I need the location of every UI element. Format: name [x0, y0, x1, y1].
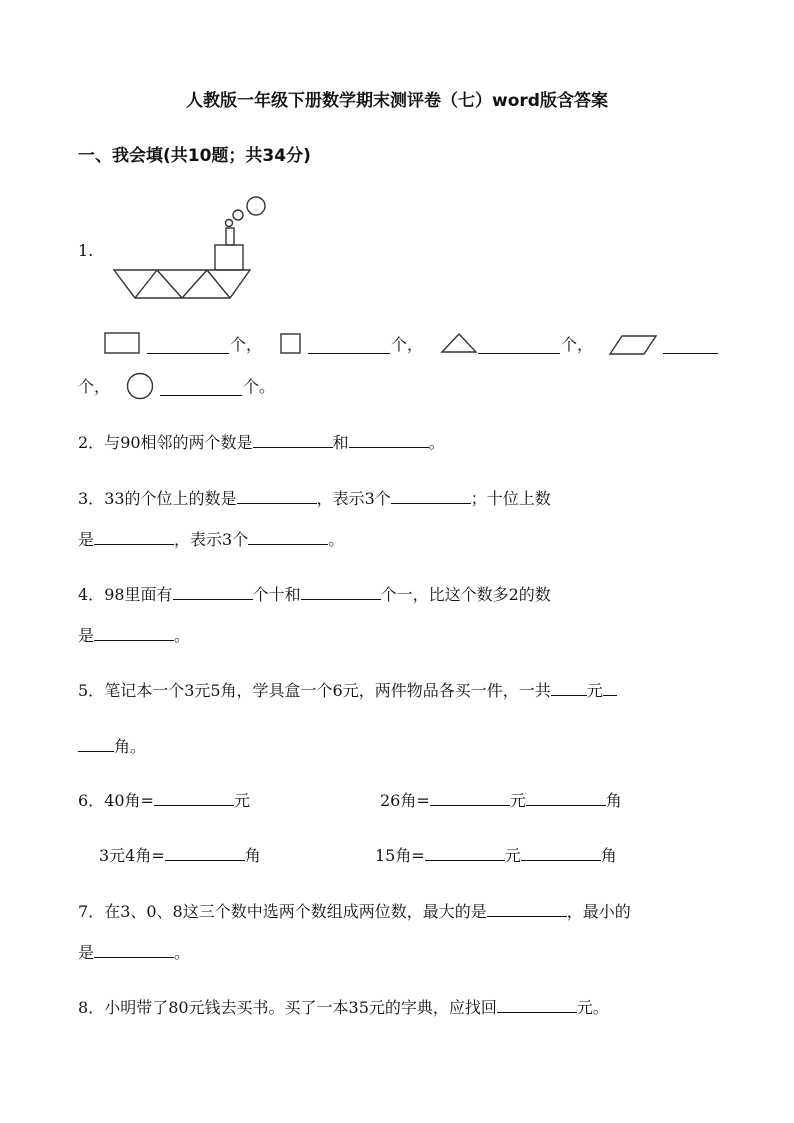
question-text: 小明带了80元钱去买书。买了一本35元的字典，应找回: [104, 998, 497, 1017]
question-6-a: [78, 789, 250, 812]
answer-blank[interactable]: [78, 735, 114, 752]
question-text: 40角=: [104, 791, 154, 810]
question-number: 8．: [78, 998, 105, 1017]
question-8: [78, 996, 609, 1019]
document-title: 人教版一年级下册数学期末测评卷（七）word版含答案: [186, 91, 608, 111]
question-number: 3．: [78, 489, 105, 508]
answer-blank[interactable]: [430, 789, 510, 806]
question-text: 15角=: [375, 846, 425, 865]
rectangle-icon: [104, 332, 140, 354]
unit-text: 个，: [391, 335, 424, 354]
question-text: 元: [504, 846, 521, 865]
question-text: 3元4角=: [99, 846, 165, 865]
circle-icon: [126, 372, 156, 402]
answer-blank[interactable]: [497, 996, 577, 1013]
question-text: 角: [244, 846, 261, 865]
question-number: 7．: [78, 902, 105, 921]
question-text: ；十位上数: [470, 489, 551, 508]
blank[interactable]: [147, 337, 229, 354]
answer-blank[interactable]: [487, 900, 567, 917]
question-text: 笔记本一个3元5角，学具盒一个6元，两件物品各买一件，一共: [104, 681, 551, 700]
square-icon: [280, 333, 302, 355]
question-text: 元。: [576, 998, 609, 1017]
question-number: 4．: [78, 585, 105, 604]
answer-blank[interactable]: [521, 844, 601, 861]
question-text: 是: [78, 626, 95, 645]
question-number: 6．: [78, 791, 105, 810]
question-text: 26角=: [380, 791, 430, 810]
question-text: 。: [174, 943, 191, 962]
question-1-number: 1.: [78, 241, 94, 260]
question-text: 。: [174, 626, 191, 645]
question-6-b: [380, 789, 622, 812]
blank[interactable]: [160, 379, 242, 396]
answer-blank[interactable]: [349, 431, 429, 448]
question-text: 元: [233, 791, 250, 810]
answer-blank[interactable]: [301, 583, 381, 600]
question-text: 是: [78, 943, 95, 962]
answer-blank[interactable]: [94, 941, 174, 958]
question-7-line-2: [78, 941, 190, 964]
question-text: 98里面有: [104, 585, 173, 604]
question-4-line-1: [78, 583, 551, 606]
blank[interactable]: [308, 337, 390, 354]
answer-blank[interactable]: [526, 789, 606, 806]
question-3-line-2: [78, 528, 344, 551]
question-text: 33的个位上的数是: [104, 489, 237, 508]
question-text: ，表示3个: [316, 489, 391, 508]
question-text: 角。: [114, 737, 147, 756]
answer-blank[interactable]: [391, 487, 471, 504]
question-text: 元: [586, 681, 603, 700]
question-5-line-2: [78, 735, 146, 758]
blank[interactable]: [663, 337, 718, 354]
answer-blank[interactable]: [253, 431, 333, 448]
question-3-line-1: [78, 487, 551, 510]
question-text: 与90相邻的两个数是: [104, 433, 253, 452]
question-text: 角: [605, 791, 622, 810]
answer-blank[interactable]: [154, 789, 234, 806]
question-6-d: [375, 844, 617, 867]
question-text: 是: [78, 530, 95, 549]
question-text: 。: [428, 433, 445, 452]
answer-blank[interactable]: [173, 583, 253, 600]
question-number: 5．: [78, 681, 105, 700]
answer-blank[interactable]: [94, 624, 174, 641]
answer-blank[interactable]: [603, 679, 617, 696]
question-7-line-1: [78, 900, 631, 923]
question-number: 2．: [78, 433, 105, 452]
answer-blank[interactable]: [165, 844, 245, 861]
question-text: 个一，比这个数多2的数: [380, 585, 551, 604]
question-text: ，最小的: [566, 902, 631, 921]
question-text: 元: [509, 791, 526, 810]
unit-text: 个，: [230, 335, 263, 354]
question-text: 角: [600, 846, 617, 865]
question-4-line-2: [78, 624, 190, 647]
blank[interactable]: [478, 337, 560, 354]
question-2: [78, 431, 445, 454]
answer-blank[interactable]: [237, 487, 317, 504]
answer-blank[interactable]: [248, 528, 328, 545]
ship-figure: [110, 195, 270, 305]
question-text: 和: [332, 433, 349, 452]
question-text: 。: [328, 530, 345, 549]
question-6-c: [99, 844, 261, 867]
question-text: 个十和: [252, 585, 301, 604]
parallelogram-icon: [610, 334, 658, 356]
unit-text: 个，: [78, 377, 111, 396]
question-text: 在3、0、8这三个数中选两个数组成两位数，最大的是: [104, 902, 487, 921]
question-5-line-1: [78, 679, 617, 702]
answer-blank[interactable]: [551, 679, 587, 696]
answer-blank[interactable]: [94, 528, 174, 545]
triangle-icon: [440, 332, 478, 354]
answer-blank[interactable]: [425, 844, 505, 861]
unit-text: 个，: [561, 335, 594, 354]
question-text: ，表示3个: [174, 530, 249, 549]
unit-text-end: 个。: [243, 377, 276, 396]
section-heading: 一、我会填(共10题；共34分): [78, 146, 311, 166]
